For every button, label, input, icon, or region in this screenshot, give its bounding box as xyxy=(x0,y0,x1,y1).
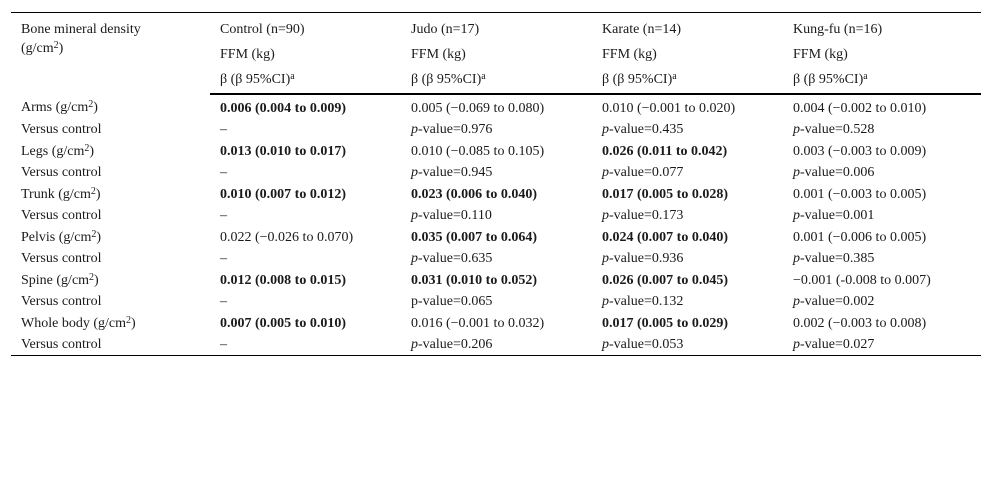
group-header-control: Control (n=90) xyxy=(220,22,305,37)
p-value-cell-kungfu: p-value=0.027 xyxy=(793,337,875,352)
p-value-cell-judo: p-value=0.065 xyxy=(411,294,493,309)
p-value-cell-kungfu: p-value=0.385 xyxy=(793,251,875,266)
beta-cell-kungfu: 0.001 (−0.003 to 0.005) xyxy=(793,187,927,202)
beta-header-karate: β (β 95%CI)$^a$ xyxy=(592,68,783,94)
p-value-cell-control: – xyxy=(220,294,227,309)
p-value-cell-control: – xyxy=(220,208,227,223)
beta-cell-control: 0.006 (0.004 to 0.009) xyxy=(220,101,346,116)
row-label: Arms $(g/cm^2)$ xyxy=(21,99,98,115)
p-value-cell-judo: p-value=0.976 xyxy=(411,122,493,137)
beta-cell-karate: 0.024 (0.007 to 0.040) xyxy=(602,230,728,245)
p-value-cell-kungfu: p-value=0.528 xyxy=(793,122,875,137)
p-value-cell-judo: p-value=0.635 xyxy=(411,251,493,266)
table-row xyxy=(11,94,981,119)
beta-cell-karate: 0.017 (0.005 to 0.029) xyxy=(602,316,728,331)
p-value-cell-kungfu: p-value=0.001 xyxy=(793,208,875,223)
beta-cell-control: 0.007 (0.005 to 0.010) xyxy=(220,316,346,331)
bmd-header-unit: $(g/cm^2)$ xyxy=(21,40,64,56)
beta-cell-kungfu: 0.003 (−0.003 to 0.009) xyxy=(793,144,927,159)
row-label: Spine $(g/cm^2)$ xyxy=(21,272,99,288)
beta-header-control: β (β 95%CI)$^a$ xyxy=(210,68,401,94)
beta-cell-karate: 0.010 (−0.001 to 0.020) xyxy=(602,101,736,116)
table-row-versus-control xyxy=(11,334,981,356)
row-label: Legs $(g/cm^2)$ xyxy=(21,143,95,159)
beta-cell-judo: 0.031 (0.010 to 0.052) xyxy=(411,273,537,288)
p-value-cell-judo: p-value=0.945 xyxy=(411,165,493,180)
beta-cell-judo: 0.035 (0.007 to 0.064) xyxy=(411,230,537,245)
bmd-header-line1: Bone mineral density xyxy=(21,22,141,37)
p-value-cell-judo: p-value=0.110 xyxy=(411,208,492,223)
p-value-cell-karate: p-value=0.053 xyxy=(602,337,684,352)
versus-control-label: Versus control xyxy=(21,208,102,223)
beta-cell-kungfu: 0.004 (−0.002 to 0.010) xyxy=(793,101,927,116)
beta-cell-control: 0.022 (−0.026 to 0.070) xyxy=(220,230,354,245)
beta-header-judo: β (β 95%CI)$^a$ xyxy=(401,68,592,94)
p-value-cell-control: – xyxy=(220,122,227,137)
beta-cell-judo: 0.023 (0.006 to 0.040) xyxy=(411,187,537,202)
row-label: Pelvis $(g/cm^2)$ xyxy=(21,229,102,245)
beta-cell-judo: 0.010 (−0.085 to 0.105) xyxy=(411,144,545,159)
beta-cell-control: 0.010 (0.007 to 0.012) xyxy=(220,187,346,202)
beta-cell-control: 0.012 (0.008 to 0.015) xyxy=(220,273,346,288)
versus-control-label: Versus control xyxy=(21,251,102,266)
unit-header-judo: FFM (kg) xyxy=(411,47,466,62)
table-row-versus-control xyxy=(11,162,981,183)
row-label: Whole body $(g/cm^2)$ xyxy=(21,315,136,331)
p-value-cell-control: – xyxy=(220,251,227,266)
beta-cell-kungfu: 0.001 (−0.006 to 0.005) xyxy=(793,230,927,245)
p-value-cell-kungfu: p-value=0.006 xyxy=(793,165,875,180)
row-label: Trunk $(g/cm^2)$ xyxy=(21,186,101,202)
beta-cell-karate: 0.026 (0.011 to 0.042) xyxy=(602,144,728,159)
group-header-kungfu: Kung-fu (n=16) xyxy=(793,22,883,37)
table-row-versus-control xyxy=(11,291,981,312)
versus-control-label: Versus control xyxy=(21,165,102,180)
p-value-cell-control: – xyxy=(220,165,227,180)
beta-cell-karate: 0.026 (0.007 to 0.045) xyxy=(602,273,728,288)
table-row xyxy=(11,226,981,248)
table-row-versus-control xyxy=(11,205,981,226)
bmd-ffm-table xyxy=(11,12,981,356)
table-row xyxy=(11,140,981,162)
versus-control-label: Versus control xyxy=(21,337,102,352)
group-header-judo: Judo (n=17) xyxy=(411,22,480,37)
unit-header-karate: FFM (kg) xyxy=(602,47,657,62)
group-header-karate: Karate (n=14) xyxy=(602,22,682,37)
versus-control-label: Versus control xyxy=(21,294,102,309)
p-value-cell-karate: p-value=0.435 xyxy=(602,122,684,137)
table-row-versus-control xyxy=(11,119,981,140)
versus-control-label: Versus control xyxy=(21,122,102,137)
beta-cell-control: 0.013 (0.010 to 0.017) xyxy=(220,144,346,159)
unit-header-kungfu: FFM (kg) xyxy=(793,47,848,62)
bmd-column-header xyxy=(11,13,210,95)
beta-cell-kungfu: −0.001 (-0.008 to 0.007) xyxy=(793,273,931,288)
beta-cell-judo: 0.016 (−0.001 to 0.032) xyxy=(411,316,545,331)
table-row-versus-control xyxy=(11,248,981,269)
unit-header-control: FFM (kg) xyxy=(220,47,275,62)
table-row xyxy=(11,312,981,334)
beta-cell-kungfu: 0.002 (−0.003 to 0.008) xyxy=(793,316,927,331)
table-row xyxy=(11,269,981,291)
p-value-cell-karate: p-value=0.132 xyxy=(602,294,684,309)
beta-cell-karate: 0.017 (0.005 to 0.028) xyxy=(602,187,728,202)
p-value-cell-karate: p-value=0.936 xyxy=(602,251,684,266)
header-row-groups xyxy=(11,13,981,44)
table-row xyxy=(11,183,981,205)
beta-header-kungfu: β (β 95%CI)$^a$ xyxy=(783,68,981,94)
p-value-cell-control: – xyxy=(220,337,227,352)
p-value-cell-karate: p-value=0.077 xyxy=(602,165,684,180)
p-value-cell-judo: p-value=0.206 xyxy=(411,337,493,352)
p-value-cell-kungfu: p-value=0.002 xyxy=(793,294,875,309)
p-value-cell-karate: p-value=0.173 xyxy=(602,208,684,223)
beta-cell-judo: 0.005 (−0.069 to 0.080) xyxy=(411,101,545,116)
